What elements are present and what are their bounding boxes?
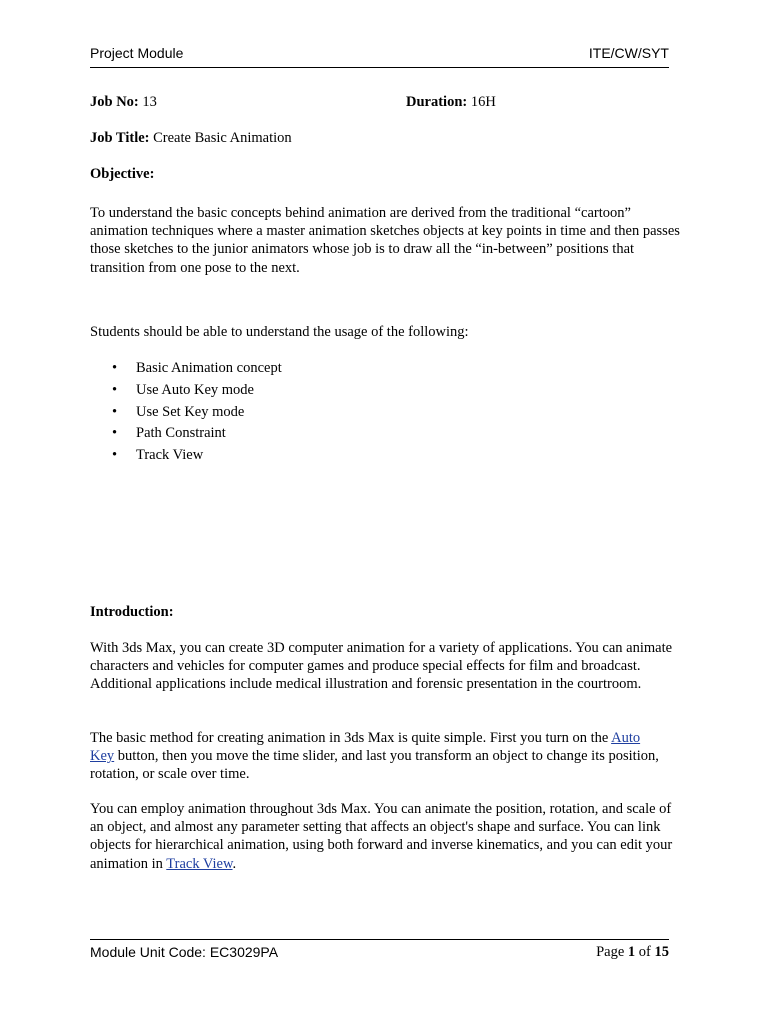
job-number bbox=[90, 93, 157, 111]
of-word: of bbox=[638, 944, 651, 960]
p3-text-before: You can employ animation throughout 3ds Max. You can animate the position, rotation, and scale of an object, and almost any parameter setting that affects an object's shape and surface. You can link objects for hierarchical animation, using both forward and inverse kinematics, and you can edit your animation in bbox=[90, 801, 673, 872]
intro-paragraph-1: With 3ds Max, you can create 3D computer animation for a variety of applications. You can animate characters and vehicles for computer games and produce special effects for film and broadcast. Additional applications include medical illustration and forensic presentation in the courtroom. bbox=[90, 640, 673, 693]
bullet-icon: • bbox=[112, 447, 118, 464]
page-word: Page bbox=[596, 944, 625, 960]
bullet-icon: • bbox=[112, 360, 118, 376]
bullet-icon: • bbox=[112, 425, 118, 442]
key-link-text: Key bbox=[90, 748, 115, 765]
p3-text-after: . bbox=[232, 855, 237, 872]
job-no-value: 13 bbox=[142, 94, 157, 110]
intro-paragraph-3 bbox=[90, 800, 680, 873]
list-item bbox=[112, 359, 282, 381]
bullet-icon: • bbox=[112, 381, 118, 398]
p2-text-after: button, then you move the time slider, and last you transform an object to change its position, rotation, or scale over time. bbox=[90, 748, 659, 783]
objective-heading bbox=[90, 165, 154, 183]
bullet-text: Use Set Key mode bbox=[136, 403, 245, 420]
job-title-value: Create Basic Animation bbox=[153, 130, 292, 146]
job-duration bbox=[406, 93, 496, 111]
objective-text: To understand the basic concepts behind animation are derived from the traditional “cartoon” animation techniques where a master animation sketches objects at key points in time and then passes those sketches to the junior animators whose job is to draw all the “in-between” positions that transition from one pose to the next. bbox=[90, 205, 680, 276]
duration-label: Duration: bbox=[406, 94, 468, 110]
objective-lead: Students should be able to understand the usage of the following: bbox=[90, 324, 469, 340]
page-header bbox=[90, 45, 669, 68]
list-item bbox=[112, 403, 282, 425]
job-title bbox=[90, 129, 292, 147]
introduction-heading-text: Introduction: bbox=[90, 604, 174, 620]
list-item bbox=[112, 381, 282, 403]
intro-paragraph-2 bbox=[90, 729, 680, 784]
header-left: Project Module bbox=[90, 45, 184, 61]
page-footer bbox=[90, 939, 669, 964]
duration-value: 16H bbox=[470, 94, 496, 110]
module-unit-code: Module Unit Code: EC3029PA bbox=[90, 944, 279, 960]
page-total: 15 bbox=[654, 944, 669, 960]
job-no-label: Job No: bbox=[90, 94, 139, 110]
auto-link-text: Auto bbox=[611, 730, 641, 746]
bullet-text: Basic Animation concept bbox=[136, 360, 282, 376]
p2-text-before: The basic method for creating animation in 3ds Max is quite simple. First you turn on the bbox=[90, 730, 612, 746]
list-item bbox=[112, 424, 282, 446]
page-current: 1 bbox=[627, 944, 636, 960]
job-title-label: Job Title: bbox=[90, 130, 150, 146]
list-item bbox=[112, 446, 282, 468]
track-view-link[interactable]: Track View bbox=[166, 855, 233, 872]
bullet-text: Use Auto Key mode bbox=[136, 381, 254, 398]
header-right: ITE/CW/SYT bbox=[588, 45, 669, 61]
introduction-heading bbox=[90, 603, 174, 621]
page-number bbox=[596, 944, 669, 961]
bullet-icon: • bbox=[112, 403, 118, 420]
objective-bullet-list bbox=[112, 359, 282, 468]
bullet-text: Path Constraint bbox=[136, 425, 226, 442]
bullet-text: Track View bbox=[136, 447, 204, 464]
objective-heading-text: Objective: bbox=[90, 166, 155, 182]
